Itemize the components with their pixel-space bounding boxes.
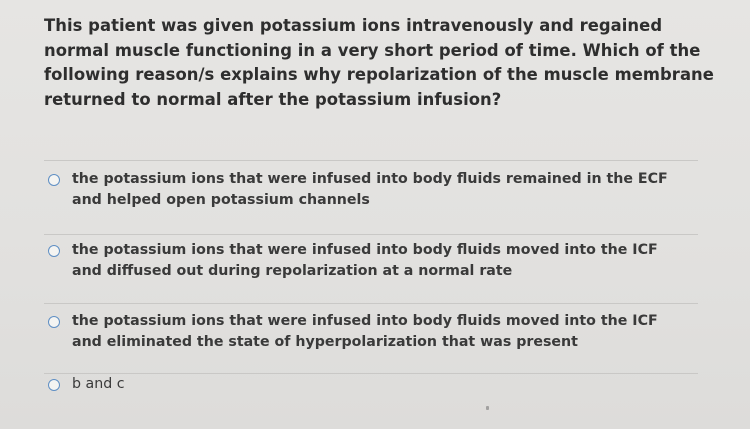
answer-option-label: the potassium ions that were infused into body fluids moved into the ICF and diffused out during repolarization at a normal rate [72,242,658,279]
mouse-cursor-icon [486,406,489,410]
answer-option-label: the potassium ions that were infused into body fluids remained in the ECF and helped open potassium channels [72,171,668,208]
answer-option-a[interactable] [48,169,698,210]
answer-option-d[interactable] [48,374,698,395]
divider [44,234,698,235]
answer-option-label: b and c [72,376,125,392]
radio-button-icon[interactable] [48,316,60,328]
radio-button-icon[interactable] [48,174,60,186]
question-text: This patient was given potassium ions intravenously and regained normal muscle functioning in a very short period of time. Which of the following reason/s explains why repolarization of the muscle membrane returned to normal after the potassium infusion? [44,16,714,109]
answer-option-b[interactable] [48,240,698,281]
answer-option-label: the potassium ions that were infused into body fluids moved into the ICF and eliminated the state of hyperpolarization that was present [72,313,658,350]
radio-button-icon[interactable] [48,245,60,257]
divider [44,303,698,304]
answer-option-c[interactable] [48,311,698,352]
divider [44,160,698,161]
radio-button-icon[interactable] [48,379,60,391]
